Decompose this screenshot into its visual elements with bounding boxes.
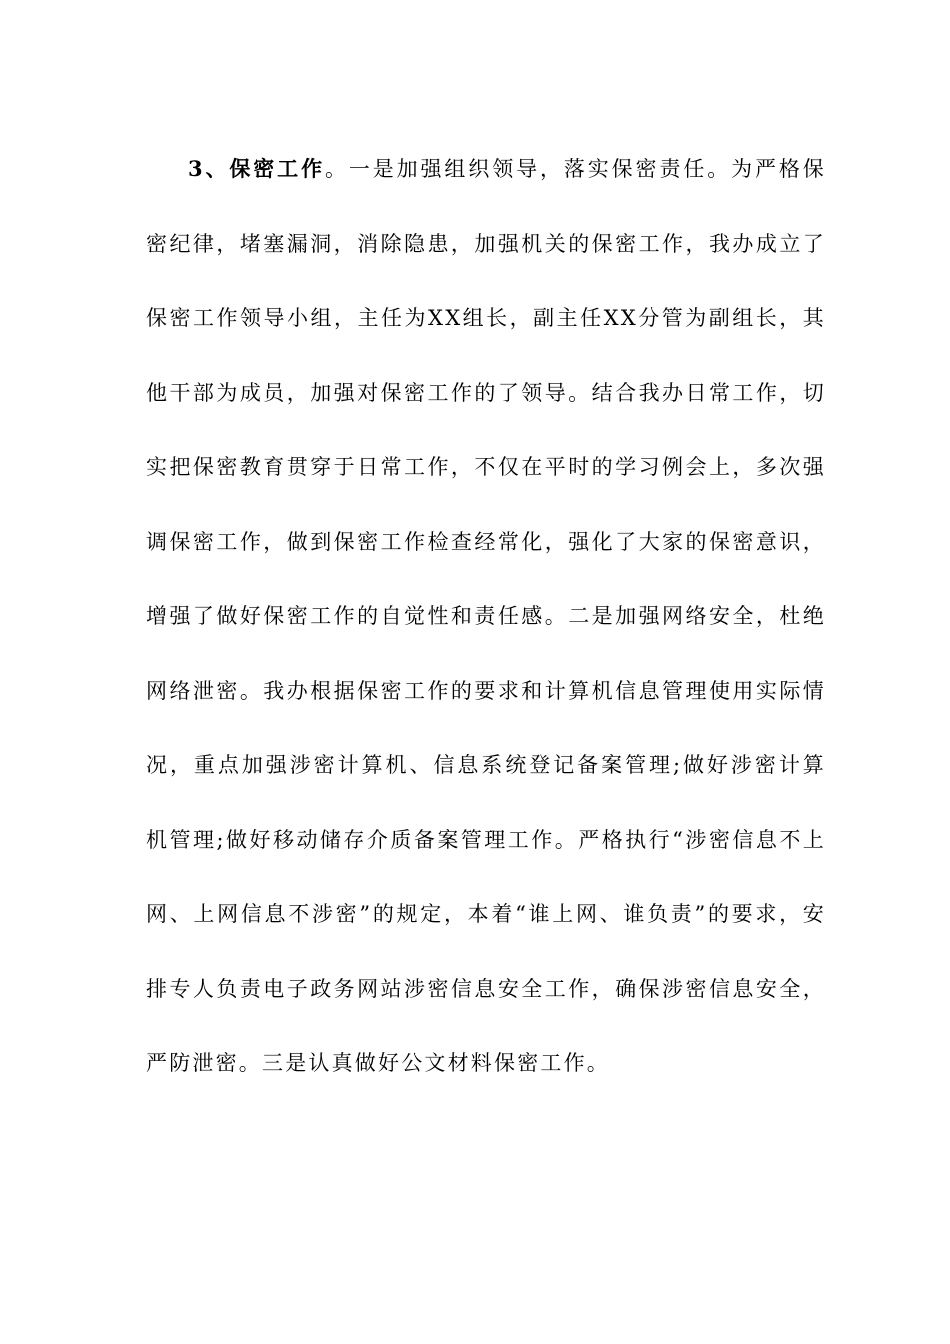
paragraph-text: 。一是加强组织领导，落实保密责任。为严格保密纪律，堵塞漏洞，消除隐患，加强机关的保密工作，我办成立了保密工作领导小组，主任为XX组长，副主任XX分管为副组长，其他干部为成员，加强对保密工作的了领导。结合我办日常工作，切实把保密教育贯穿于日常工作，不仅在平时的学习例会上，多次强调保密工作，做到保密工作检查经常化，强化了大家的保密意识，增强了做好保密工作的自觉性和责任感。二是加强网络安全，杜绝网络泄密。我办根据保密工作的要求和计算机信息管理使用实际情况，重点加强涉密计算机、信息系统登记备案管理;做好涉密计算机管理;做好移动储存介质备案管理工作。严格执行“涉密信息不上网、上网信息不涉密”的规定，本着“谁上网、谁负责”的要求，安排专人负责电子政务网站涉密信息安全工作，确保涉密信息安全，严防泄密。三是认真做好公文材料保密工作。 <box>146 157 827 1075</box>
section-heading: 3、保密工作 <box>188 156 325 181</box>
body-paragraph <box>146 132 826 1101</box>
